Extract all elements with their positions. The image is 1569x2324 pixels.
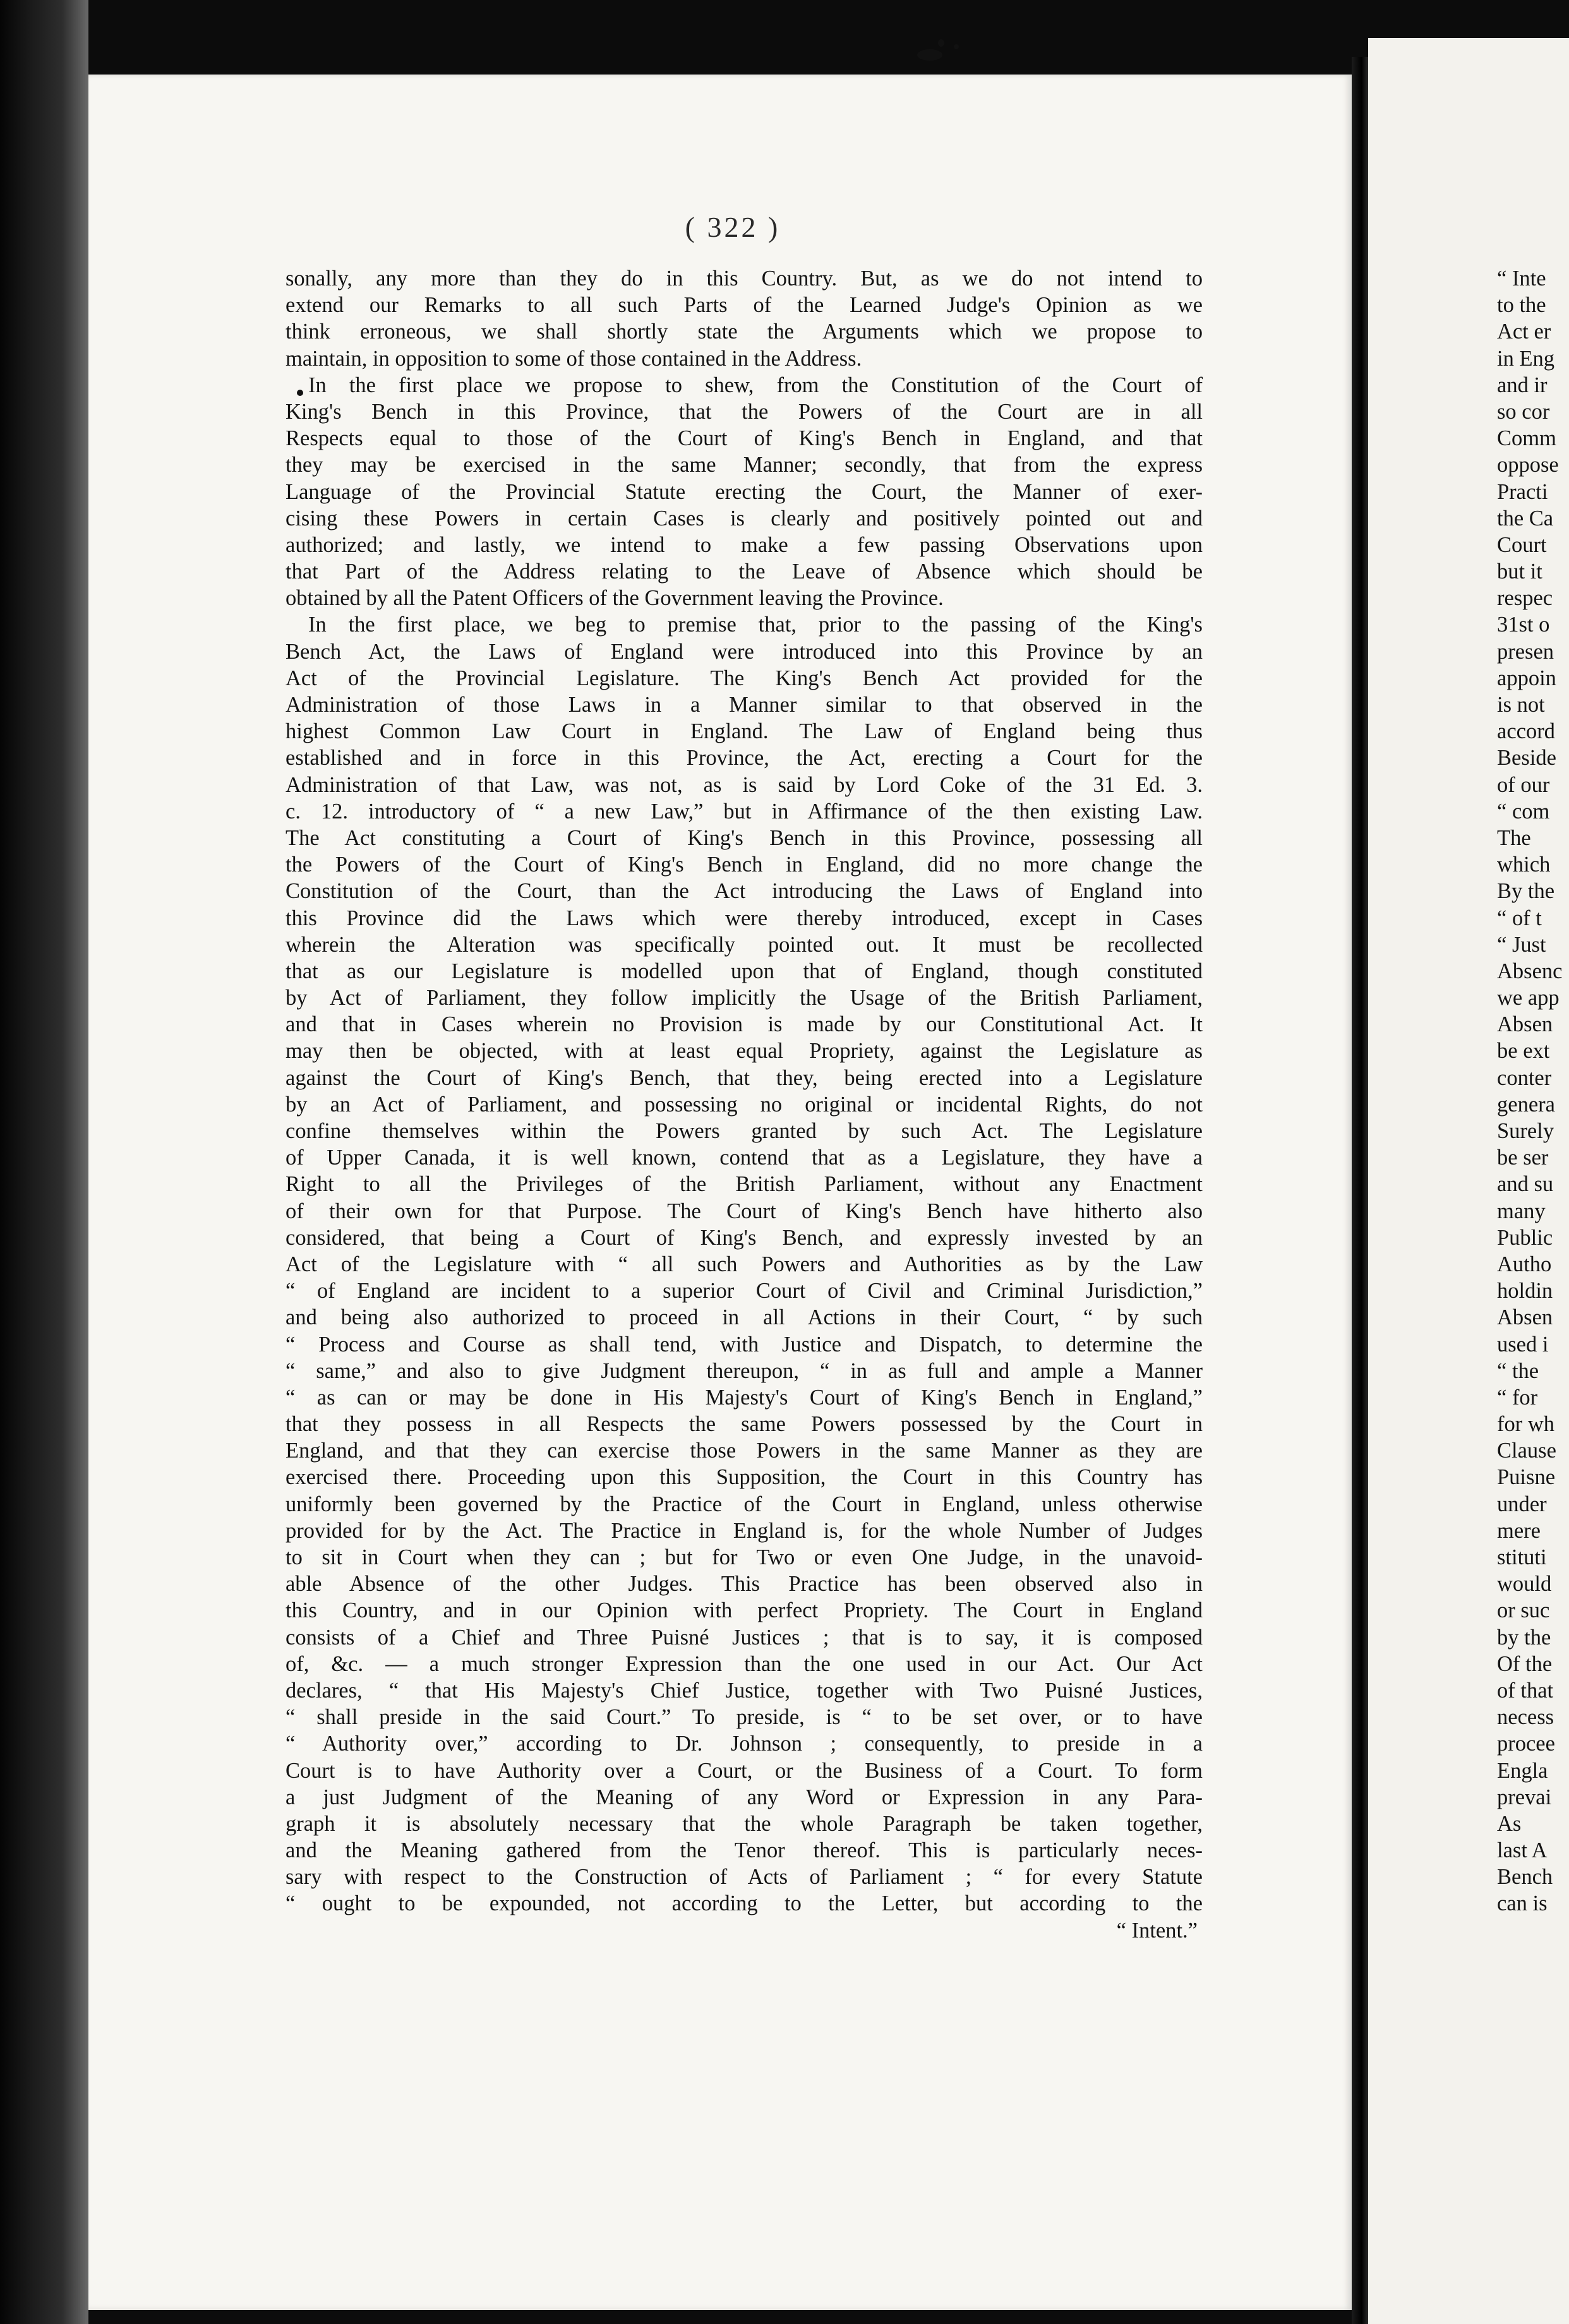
- text-line: this Country, and in our Opinion with perfect Propriety. The Court in England: [286, 1598, 1203, 1623]
- facing-page-line: genera: [1497, 1092, 1555, 1117]
- facing-page-line: presen: [1497, 639, 1554, 664]
- text-line: England, and that they can exercise those Powers in the same Manner as they are: [286, 1439, 1203, 1463]
- text-line: graph it is absolutely necessary that the whole Paragraph be taken together,: [286, 1811, 1203, 1836]
- facing-page-line: last A: [1497, 1838, 1548, 1863]
- text-line: In the first place we propose to shew, from the Constitution of the Court of: [308, 373, 1203, 397]
- facing-page-line: Engla: [1497, 1758, 1548, 1783]
- facing-page-line: Clause: [1497, 1439, 1556, 1463]
- text-line: and that in Cases wherein no Provision is made by our Constitutional Act. It: [286, 1012, 1203, 1037]
- text-line: “ same,” and also to give Judgment thereupon, “ in as full and ample a Manner: [286, 1358, 1203, 1383]
- text-line: “ Authority over,” according to Dr. Johnson ; consequently, to preside in a: [286, 1732, 1203, 1756]
- facing-page-line: “ com: [1497, 799, 1550, 824]
- facing-page-line: which: [1497, 853, 1551, 877]
- text-line: and being also authorized to proceed in all Actions in their Court, “ by such: [286, 1305, 1203, 1330]
- facing-page-line: accord: [1497, 719, 1555, 744]
- facing-page-line: The: [1497, 825, 1531, 850]
- ink-speck: [954, 44, 959, 49]
- text-line: Bench Act, the Laws of England were introduced into this Province by an: [286, 639, 1203, 664]
- text-line: wherein the Alteration was specifically pointed out. It must be recollected: [286, 932, 1203, 957]
- text-line: consists of a Chief and Three Puisné Justices ; that is to say, it is composed: [286, 1625, 1203, 1650]
- text-line: that they possess in all Respects the same Powers possessed by the Court in: [286, 1412, 1203, 1437]
- text-line: sary with respect to the Construction of Acts of Parliament ; “ for every Statute: [286, 1865, 1203, 1890]
- facing-page-line: under: [1497, 1492, 1547, 1516]
- text-line: the Powers of the Court of King's Bench in England, did no more change the: [286, 853, 1203, 877]
- facing-page-line: we app: [1497, 986, 1560, 1010]
- facing-page-line: stituti: [1497, 1545, 1547, 1569]
- facing-page-line: “ for: [1497, 1385, 1538, 1410]
- facing-page-line: Surely: [1497, 1119, 1554, 1143]
- facing-page-line: appoin: [1497, 666, 1556, 690]
- catchword: “ Intent.”: [1116, 1918, 1198, 1943]
- facing-page-line: can is: [1497, 1891, 1548, 1916]
- facing-page-line: Absen: [1497, 1012, 1553, 1037]
- text-line: and the Meaning gathered from the Tenor thereof. This is particularly neces-: [286, 1838, 1203, 1863]
- text-line: obtained by all the Patent Officers of the Government leaving the Province.: [286, 586, 944, 611]
- scanner-left-margin: [0, 0, 88, 2324]
- facing-page-line: 31st o: [1497, 613, 1550, 637]
- facing-page-line: so cor: [1497, 399, 1550, 424]
- facing-page-line: oppose: [1497, 453, 1559, 477]
- facing-page-line: Absenc: [1497, 959, 1563, 983]
- text-line: “ as can or may be done in His Majesty's Court of King's Bench in England,”: [286, 1385, 1203, 1410]
- page-number-header: ( 322 ): [685, 211, 781, 243]
- text-line: “ shall preside in the said Court.” To preside, is “ to be set over, or to have: [286, 1705, 1203, 1730]
- facing-page-line: Of the: [1497, 1651, 1553, 1676]
- facing-page-line: or suc: [1497, 1598, 1550, 1623]
- facing-page-line: but it: [1497, 560, 1542, 584]
- facing-page-line: of our: [1497, 772, 1550, 797]
- text-line: confine themselves within the Powers granted by such Act. The Legislature: [286, 1119, 1203, 1143]
- facing-page-line: Absen: [1497, 1305, 1553, 1330]
- ink-speck: [917, 49, 942, 61]
- text-line: The Act constituting a Court of King's Bench in this Province, possessing all: [286, 825, 1203, 850]
- text-line: c. 12. introductory of “ a new Law,” but in Affirmance of the then existing Law.: [286, 799, 1203, 824]
- text-line: against the Court of King's Bench, that they, being erected into a Legislature: [286, 1065, 1203, 1090]
- text-line: of Upper Canada, it is well known, contend that as a Legislature, they have a: [286, 1146, 1203, 1170]
- facing-page-line: Beside: [1497, 746, 1556, 770]
- facing-page-line: many: [1497, 1199, 1546, 1223]
- facing-page-line: “ of t: [1497, 906, 1542, 930]
- facing-page-text: [1497, 265, 1569, 1917]
- facing-page-line: As: [1497, 1811, 1522, 1836]
- facing-page-line: and su: [1497, 1172, 1554, 1197]
- facing-page-line: Comm: [1497, 426, 1556, 451]
- text-line: Administration of those Laws in a Manner similar to that observed in the: [286, 693, 1203, 717]
- facing-page-line: is not: [1497, 693, 1545, 717]
- text-line: Act of the Provincial Legislature. The King's Bench Act provided for the: [286, 666, 1203, 690]
- text-line: of, &c. — a much stronger Expression than the one used in our Act. Our Act: [286, 1651, 1203, 1676]
- facing-page-line: of that: [1497, 1678, 1554, 1703]
- text-line: Court is to have Authority over a Court, or the Business of a Court. To form: [286, 1758, 1203, 1783]
- text-line: Language of the Provincial Statute erecting the Court, the Manner of exer-: [286, 479, 1203, 504]
- text-line: Right to all the Privileges of the British Parliament, without any Enactment: [286, 1172, 1203, 1197]
- page-body-text: [286, 265, 1203, 1944]
- facing-page-line: be ext: [1497, 1039, 1550, 1063]
- text-line: King's Bench in this Province, that the Powers of the Court are in all: [286, 399, 1203, 424]
- text-line: by an Act of Parliament, and possessing no original or incidental Rights, do not: [286, 1092, 1203, 1117]
- text-line: authorized; and lastly, we intend to make a few passing Observations upon: [286, 532, 1203, 557]
- text-line: that Part of the Address relating to the Leave of Absence which should be: [286, 560, 1203, 584]
- facing-page-line: holdin: [1497, 1279, 1553, 1303]
- facing-page-line: be ser: [1497, 1146, 1549, 1170]
- text-line: “ ought to be expounded, not according to the Letter, but according to the: [286, 1891, 1203, 1916]
- text-line: provided for by the Act. The Practice in England is, for the whole Number of Judges: [286, 1518, 1203, 1543]
- text-line: Act of the Legislature with “ all such Powers and Authorities as by the Law: [286, 1252, 1203, 1276]
- facing-page-line: conter: [1497, 1065, 1552, 1090]
- facing-page-line: to the: [1497, 293, 1546, 318]
- text-line: “ of England are incident to a superior Court of Civil and Criminal Jurisdiction,”: [286, 1279, 1203, 1303]
- facing-page-line: in Eng: [1497, 346, 1555, 371]
- facing-page-line: “ the: [1497, 1358, 1539, 1383]
- facing-page-line: By the: [1497, 879, 1555, 904]
- facing-page-line: respec: [1497, 586, 1553, 611]
- text-line: declares, “ that His Majesty's Chief Justice, together with Two Puisné Justices,: [286, 1678, 1203, 1703]
- text-line: that as our Legislature is modelled upon that of England, though constituted: [286, 959, 1203, 983]
- text-line: maintain, in opposition to some of those contained in the Address.: [286, 346, 862, 371]
- facing-page-line: by the: [1497, 1625, 1551, 1650]
- text-line: of their own for that Purpose. The Court of King's Bench have hitherto also: [286, 1199, 1203, 1223]
- text-line: a just Judgment of the Meaning of any Word or Expression in any Para-: [286, 1785, 1203, 1809]
- text-line: Respects equal to those of the Court of King's Bench in England, and that: [286, 426, 1203, 451]
- facing-page-line: Public: [1497, 1225, 1553, 1250]
- text-line: may then be objected, with at least equal Propriety, against the Legislature as: [286, 1039, 1203, 1063]
- text-line: Administration of that Law, was not, as is said by Lord Coke of the 31 Ed. 3.: [286, 772, 1203, 797]
- facing-page-line: Act er: [1497, 320, 1551, 344]
- text-line: established and in force in this Province, the Act, erecting a Court for the: [286, 746, 1203, 770]
- text-line: Constitution of the Court, than the Act introducing the Laws of England into: [286, 879, 1203, 904]
- text-line: able Absence of the other Judges. This Practice has been observed also in: [286, 1572, 1203, 1596]
- book-gutter: [1352, 57, 1368, 2324]
- text-line: uniformly been governed by the Practice of the Court in England, unless otherwise: [286, 1492, 1203, 1516]
- text-line: “ Process and Course as shall tend, with Justice and Dispatch, to determine the: [286, 1332, 1203, 1357]
- facing-page-line: the Ca: [1497, 506, 1554, 530]
- facing-page-line: and ir: [1497, 373, 1548, 397]
- facing-page-line: prevai: [1497, 1785, 1552, 1809]
- text-line: In the first place, we beg to premise that, prior to the passing of the King's: [308, 613, 1203, 637]
- text-line: exercised there. Proceeding upon this Supposition, the Court in this Country has: [286, 1465, 1203, 1490]
- facing-page-line: procee: [1497, 1732, 1555, 1756]
- facing-page-line: Autho: [1497, 1252, 1552, 1276]
- text-line: sonally, any more than they do in this Country. But, as we do not intend to: [286, 267, 1203, 290]
- facing-page-line: Puisne: [1497, 1465, 1556, 1490]
- facing-page-line: “ Inte: [1497, 267, 1546, 290]
- text-line: considered, that being a Court of King's Bench, and expressly invested by an: [286, 1225, 1203, 1250]
- facing-page-line: for wh: [1497, 1412, 1555, 1437]
- facing-page-line: necess: [1497, 1705, 1554, 1730]
- facing-page-line: Court: [1497, 532, 1547, 557]
- text-line: highest Common Law Court in England. The Law of England being thus: [286, 719, 1203, 744]
- facing-page-line: Bench: [1497, 1865, 1553, 1890]
- facing-page-line: Practi: [1497, 479, 1548, 504]
- text-line: to sit in Court when they can ; but for Two or even One Judge, in the unavoid-: [286, 1545, 1203, 1569]
- text-line: by Act of Parliament, they follow implicitly the Usage of the British Parliament,: [286, 986, 1203, 1010]
- text-line: they may be exercised in the same Manner; secondly, that from the express: [286, 453, 1203, 477]
- ink-speck: [938, 39, 944, 47]
- facing-page-line: used i: [1497, 1332, 1549, 1357]
- facing-page-line: would: [1497, 1572, 1552, 1596]
- text-line: cising these Powers in certain Cases is clearly and positively pointed out and: [286, 506, 1203, 530]
- text-line: think erroneous, we shall shortly state the Arguments which we propose to: [286, 320, 1203, 344]
- text-line: this Province did the Laws which were thereby introduced, except in Cases: [286, 906, 1203, 930]
- facing-page-line: mere: [1497, 1518, 1541, 1543]
- text-line: extend our Remarks to all such Parts of the Learned Judge's Opinion as we: [286, 293, 1203, 318]
- facing-page-line: “ Just: [1497, 932, 1546, 957]
